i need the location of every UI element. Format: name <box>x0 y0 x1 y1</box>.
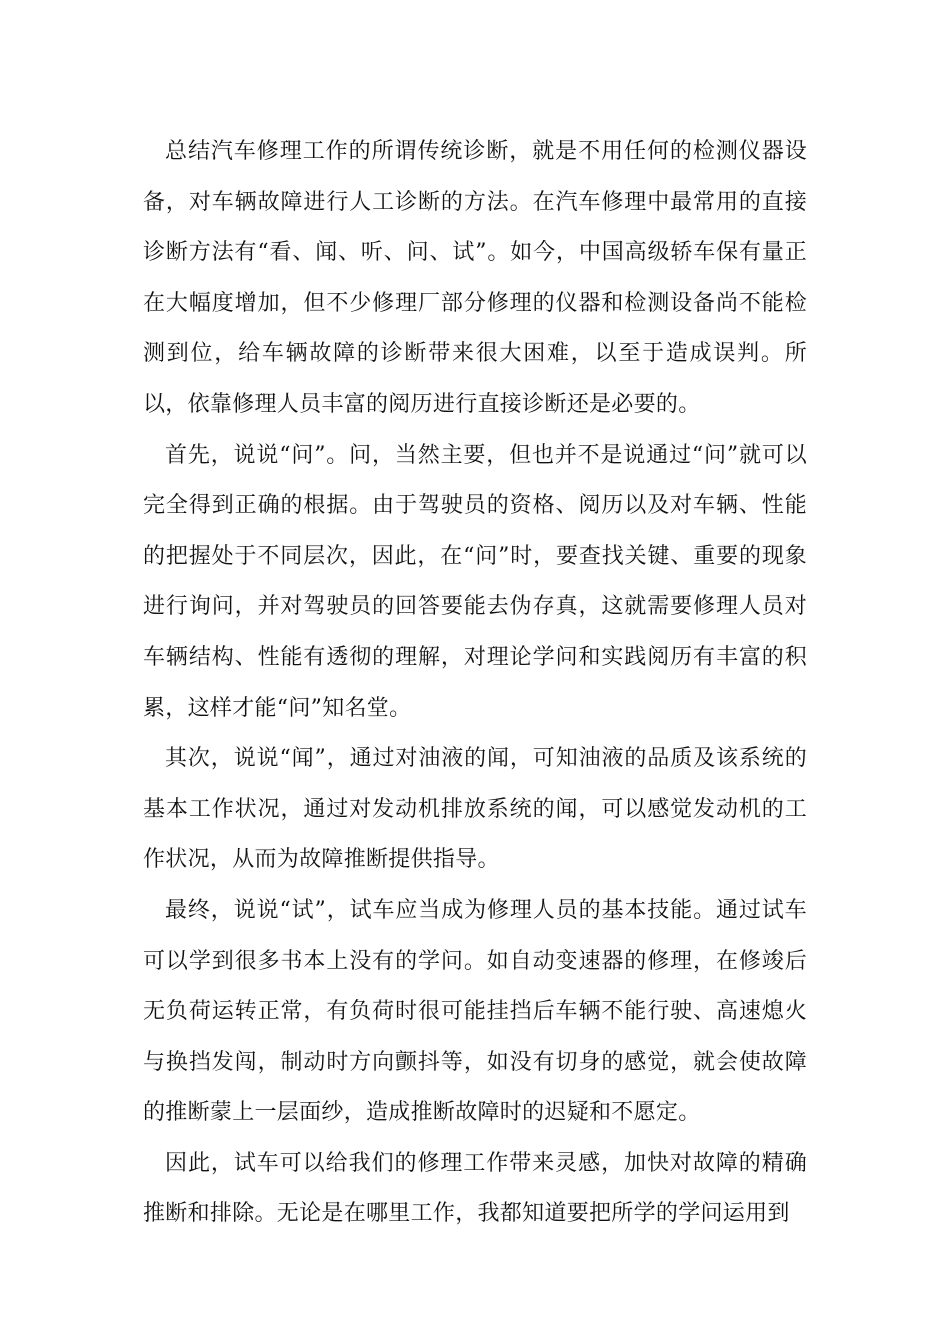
paragraph-smell: 其次，说说“闻”，通过对油液的闻，可知油液的品质及该系统的基本工作状况，通过对发动机排放系统的闻，可以感觉发动机的工作状况，从而为故障推断提供指导。 <box>143 746 807 873</box>
paragraph-traditional-diagnosis: 总结汽车修理工作的所谓传统诊断，就是不用任何的检测仪器设备，对车辆故障进行人工诊断的方法。在汽车修理中最常用的直接诊断方法有“看、闻、听、问、试”。如今，中国高级轿车保有量正在大幅度增加，但不少修理厂部分修理的仪器和检测设备尚不能检测到位，给车辆故障的诊断带来很大困难，以至于造成误判。所以，依靠修理人员丰富的阅历进行直接诊断还是必要的。 <box>143 139 807 417</box>
paragraph-ask: 首先，说说“问”。问，当然主要，但也并不是说通过“问”就可以完全得到正确的根据。由于驾驶员的资格、阅历以及对车辆、性能的把握处于不同层次，因此，在“问”时，要查找关键、重要的现象进行询问，并对驾驶员的回答要能去伪存真，这就需要修理人员对车辆结构、性能有透彻的理解，对理论学问和实践阅历有丰富的积累，这样才能“问”知名堂。 <box>143 442 807 721</box>
paragraph-test-drive: 最终，说说“试”，试车应当成为修理人员的基本技能。通过试车可以学到很多书本上没有的学问。如自动变速器的修理，在修竣后无负荷运转正常，有负荷时很可能挂挡后车辆不能行驶、高速熄火与换挡发闯，制动时方向颤抖等，如没有切身的感觉，就会使故障的推断蒙上一层面纱，造成推断故障时的迟疑和不愿定。 <box>143 897 807 1126</box>
paragraph-conclusion: 因此，试车可以给我们的修理工作带来灵感，加快对故障的精确推断和排除。无论是在哪里工作，我都知道要把所学的学问运用到 <box>143 1150 807 1227</box>
document-body <box>143 127 807 1240</box>
